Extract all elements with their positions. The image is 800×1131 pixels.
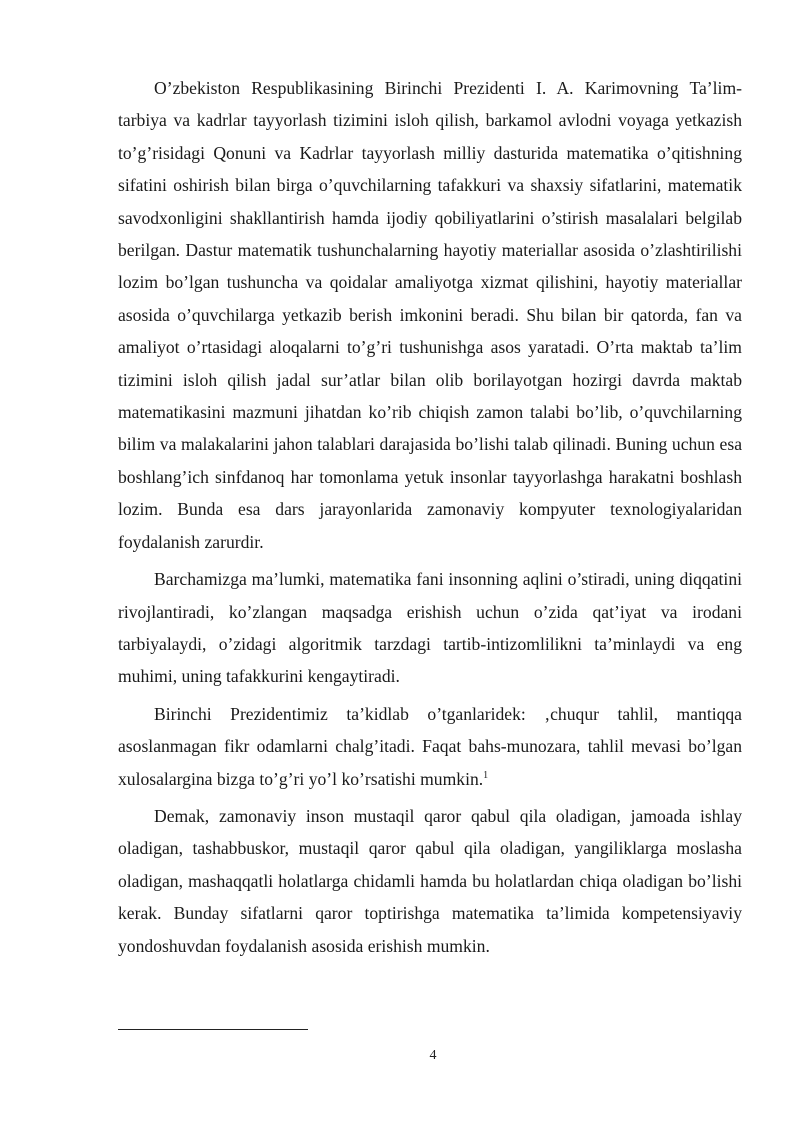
paragraph-reform-goals bbox=[118, 72, 742, 558]
document-body bbox=[118, 72, 742, 962]
paragraph-text: O’zbekiston Respublikasining Birinchi Prezidenti I. A. Karimovning Ta’lim-tarbiya va kadrlar tayyorlash tizimini isloh qilish, barkamol avlodni voyaga yetkazish to’g’risidagi Qonuni va Kadrlar tayyorlash milliy dasturida matematika o’qitishning sifatini oshirish bilan birga o’quvchilarning tafakkuri va shaxsiy sifatlarini, matematik savodxonligini shakllantirish hamda ijodiy qobiliyatlarini o’stirish masalalari belgilab berilgan. Dastur matematik tushunchalarning hayotiy materiallar asosida o’zlashtirilishi lozim bo’lgan tushuncha va qoidalar amaliyotga xizmat qilishini, hayotiy materiallar asosida o’quvchilarga yetkazib berish imkonini beradi. Shu bilan bir qatorda, fan va amaliyot o’rtasidagi aloqalarni to’g’ri tushunishga asos yaratadi. O’rta maktab ta’lim tizimini isloh qilish jadal sur’atlar bilan olib borilayotgan hozirgi davrda maktab matematikasini mazmuni jihatdan ko’rib chiqish zamon talabi bo’lib, o’quvchilarning bilim va malakalarini jahon talablari darajasida bo’lishi talab qilinadi. Buning uchun esa boshlang’ich sinfdanoq har tomonlama yetuk insonlar tayyorlashga harakatni boshlash lozim. Bunda esa dars jarayonlarida zamonaviy kompyuter texnologiyalaridan foydalanish zarurdir. bbox=[118, 78, 742, 552]
paragraph-text: Barchamizga ma’lumki, matematika fani insonning aqlini o’stiradi, uning diqqatini rivojlantiradi, ko’zlangan maqsadga erishish uchun o’zida qat’iyat va irodani tarbiyalaydi, o’zidagi algoritmik tarzdagi tartib-intizomlilikni ta’minlaydi va eng muhimi, uning tafakkurini kengaytiradi. bbox=[118, 569, 742, 687]
paragraph-president-quote bbox=[118, 698, 742, 795]
paragraph-text: Demak, zamonaviy inson mustaqil qaror qabul qila oladigan, jamoada ishlay oladigan, tashabbuskor, mustaqil qaror qabul qila oladigan, yangiliklarga moslasha oladigan, mashaqqatli holatlarga chidamli hamda bu holatlardan chiqa oladigan bo’lishi kerak. Bunday sifatlarni qaror toptirishga matematika ta’limida kompetensiyaviy yondoshuvdan foydalanish asosida erishish mumkin. bbox=[118, 805, 742, 956]
footnote-separator bbox=[118, 1029, 308, 1030]
paragraph-conclusion bbox=[118, 800, 742, 962]
paragraph-math-importance bbox=[118, 563, 742, 693]
footnote-marker[interactable]: 1 bbox=[483, 769, 489, 781]
page-number: 4 bbox=[429, 1048, 437, 1063]
paragraph-text: Birinchi Prezidentimiz ta’kidlab o’tganlaridek: ‚chuqur tahlil, mantiqqa asoslanmagan fikr odamlarni chalg’itadi. Faqat bahs-munozara, tahlil mevasi bo’lgan xulosalargina bizga to’g’ri yo’l ko’rsatishi mumkin. bbox=[118, 703, 742, 789]
